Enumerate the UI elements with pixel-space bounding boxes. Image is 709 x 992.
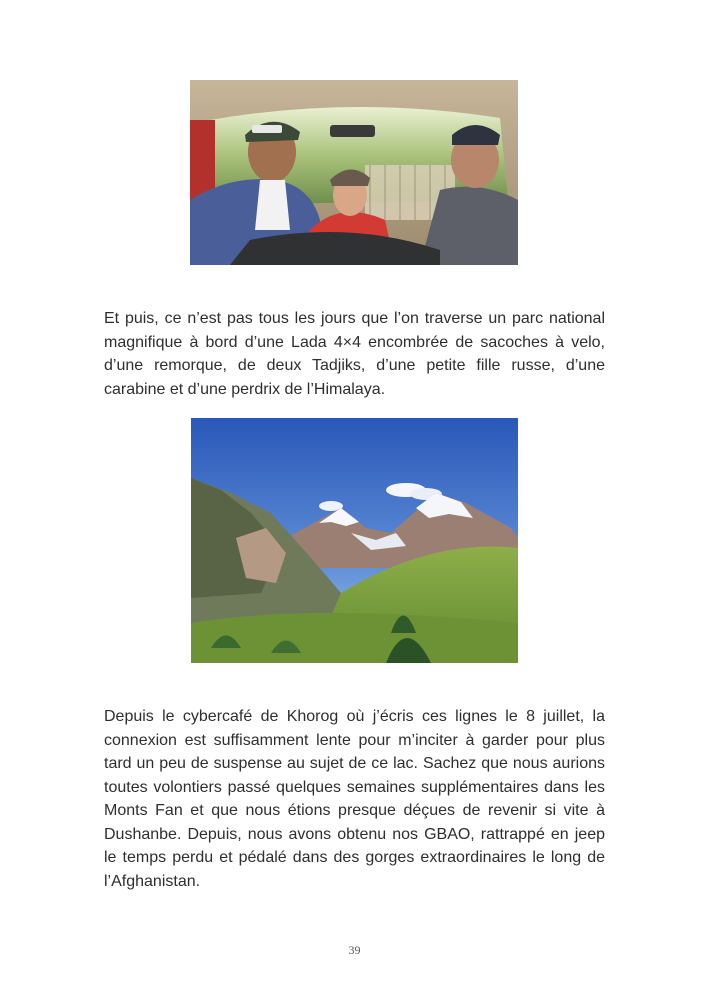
photo-lada-interior — [190, 80, 518, 265]
photo-mountains-image — [191, 418, 518, 663]
paragraph-lada-ride: Et puis, ce n’est pas tous les jours que l’on traverse un parc national magnifique à bord d’une Lada 4×4 encombrée de sacoches à velo, d’une remorque, de deux Tadjiks, d’une petite fille russe, d’une carabine et d’une perdrix de l’Himalaya. — [104, 310, 605, 398]
paragraph-khorog-cybercafe: Depuis le cybercafé de Khorog où j’écris ces lignes le 8 juillet, la connexion est suffisamment lente pour m’inciter à garder pour plus tard un peu de suspense au sujet de ce lac. Sachez que nous aurions toutes volontiers passé quelques semaines supplémentaires dans les Monts Fan et que nous étions presque déçues de revenir si vite à Dushanbe. Depuis, nous avons obtenu nos GBAO, rattrappé en jeep le temps perdu et pédalé dans des gorges extraordinaires le long de l’Afghanistan. — [104, 708, 605, 890]
photo-lada-interior-image — [190, 80, 518, 265]
photo-mountains — [191, 418, 518, 663]
page-number: 39 — [348, 943, 361, 957]
